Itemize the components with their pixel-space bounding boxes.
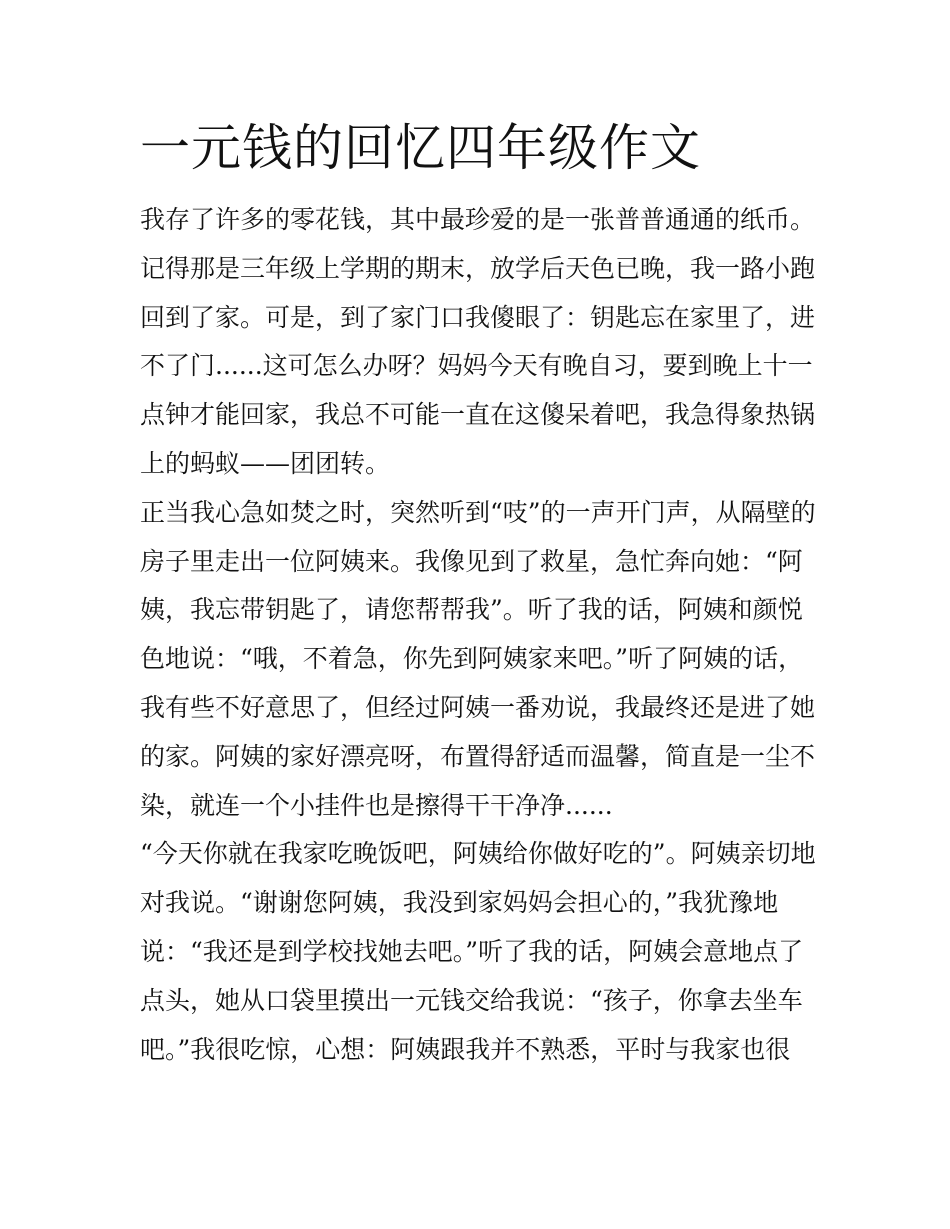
text-line: 的家。阿姨的家好漂亮呀，布置得舒适而温馨，简直是一尘不	[140, 741, 816, 771]
text-line: 记得那是三年级上学期的期末，放学后天色已晚，我一路小跑	[140, 253, 816, 283]
text-line: 上的蚂蚁——团团转。	[140, 448, 391, 478]
text-line: 我有些不好意思了，但经过阿姨一番劝说，我最终还是进了她	[140, 692, 816, 722]
text-line: 我存了许多的零花钱，其中最珍爱的是一张普普通通的纸币。	[140, 205, 816, 234]
text-line: 房子里走出一位阿姨来。我像见到了救星，急忙奔向她：“阿	[140, 546, 803, 576]
text-line: 吧。”我很吃惊，心想：阿姨跟我并不熟悉，平时与我家也很	[140, 1034, 791, 1064]
document-body	[140, 196, 820, 1074]
text-line: 点头，她从口袋里摸出一元钱交给我说：“孩子，你拿去坐车	[140, 985, 803, 1015]
text-line: 回到了家。可是，到了家门口我傻眼了：钥匙忘在家里了，进	[140, 302, 816, 332]
text-line: 说：“我还是到学校找她去吧。”听了我的话，阿姨会意地点了	[140, 936, 804, 966]
text-line: 正当我心急如焚之时，突然听到“吱”的一声开门声，从隔壁的	[140, 497, 816, 527]
text-line: 不了门......这可怎么办呀？妈妈今天有晚自习，要到晚上十一	[140, 351, 813, 381]
text-line: 点钟才能回家，我总不可能一直在这傻呆着吧，我急得象热锅	[140, 400, 816, 430]
text-line: 色地说：“哦，不着急，你先到阿姨家来吧。”听了阿姨的话，	[140, 644, 804, 674]
text-line: “今天你就在我家吃晚饭吧，阿姨给你做好吃的”。阿姨亲切地	[140, 839, 816, 869]
text-line: 染，就连一个小挂件也是擦得干干净净......	[140, 790, 613, 820]
text-line: 姨，我忘带钥匙了，请您帮帮我”。听了我的话，阿姨和颜悦	[140, 595, 803, 625]
document-title: 一元钱的回忆四年级作文	[140, 119, 701, 177]
text-line: 对我说。“谢谢您阿姨，我没到家妈妈会担心的，”我犹豫地	[140, 888, 779, 918]
